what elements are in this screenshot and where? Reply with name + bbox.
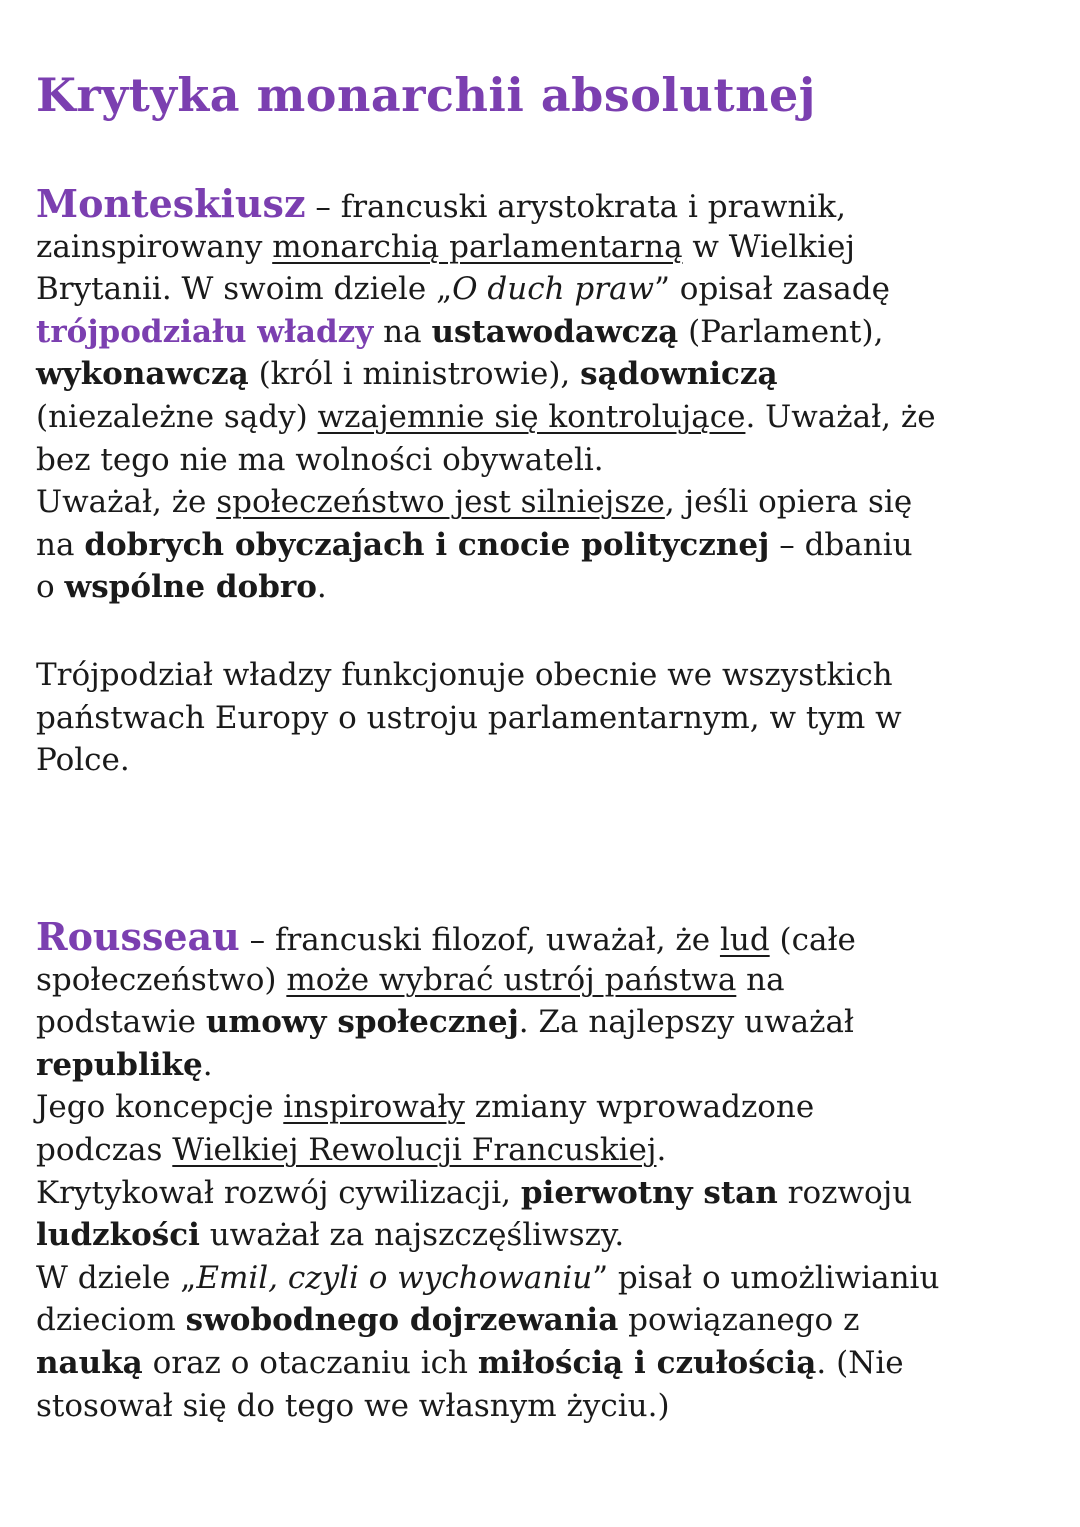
text-run: o — [36, 569, 65, 606]
text-line — [36, 1086, 1056, 1129]
text-line — [36, 1001, 1056, 1044]
text-run: powiązanego z — [618, 1302, 860, 1339]
text-run: swobodnego dojrzewania — [185, 1302, 619, 1339]
text-run: podczas — [36, 1131, 173, 1168]
person-name: Rousseau — [36, 914, 240, 959]
text-run: Uważał, że — [36, 484, 217, 521]
text-line — [36, 1172, 1056, 1215]
text-run: ” pisał o umożliwianiu — [592, 1259, 940, 1296]
text-run: uważał za najszczęśliwszy. — [199, 1217, 625, 1254]
section-trojpodzial-note — [36, 654, 1056, 782]
text-run: . (Nie — [816, 1344, 904, 1381]
text-run: może wybrać ustrój państwa — [286, 961, 737, 998]
text-run: zmiany wprowadzone — [464, 1089, 815, 1126]
text-line — [36, 226, 1056, 269]
section-rousseau — [36, 916, 1056, 1427]
text-run: – francuski arystokrata i prawnik, — [305, 189, 846, 225]
text-run: ludzkości — [36, 1217, 200, 1254]
text-run: Emil, czyli o wychowaniu — [196, 1259, 593, 1296]
text-run: nauką — [36, 1344, 143, 1381]
text-run: (król i ministrowie), — [248, 356, 581, 393]
text-run: (niezależne sądy) — [36, 398, 318, 435]
text-run: podstawie — [36, 1004, 206, 1041]
text-line — [36, 481, 1056, 524]
text-run: . — [656, 1131, 667, 1168]
text-run: ” opisał zasadę — [654, 271, 890, 308]
text-line — [36, 311, 1056, 354]
text-run: dzieciom — [36, 1302, 186, 1339]
text-line — [36, 959, 1056, 1002]
text-run: O duch praw — [452, 271, 655, 308]
text-run: bez tego nie ma wolności obywateli. — [36, 441, 604, 478]
text-line — [36, 439, 1056, 482]
text-run: lud — [719, 922, 770, 958]
text-line — [36, 1044, 1056, 1087]
text-run: wzajemnie się kontrolujące — [317, 398, 746, 435]
text-line — [36, 654, 1056, 697]
text-line — [36, 268, 1056, 311]
text-run: ustawodawczą — [431, 313, 679, 350]
text-run: W dziele „ — [36, 1259, 197, 1296]
text-run: Wielkiej Rewolucji Francuskiej — [172, 1131, 657, 1168]
text-run: stosował się do tego we własnym życiu.) — [36, 1387, 670, 1424]
text-line — [36, 183, 1056, 226]
text-line — [36, 916, 1056, 959]
text-run: (Parlament), — [678, 313, 884, 350]
text-run: wykonawczą — [36, 356, 249, 393]
text-line — [36, 1385, 1056, 1428]
text-run: na — [736, 961, 785, 998]
text-run: republikę — [36, 1046, 203, 1083]
text-line — [36, 697, 1056, 740]
text-line — [36, 1257, 1056, 1300]
text-run: monarchią parlamentarną — [272, 228, 683, 265]
section-monteskiusz — [36, 183, 1056, 609]
text-run: miłością i czułością — [477, 1344, 817, 1381]
text-run: na — [373, 313, 432, 350]
text-line — [36, 566, 1056, 609]
text-run: . — [202, 1046, 213, 1083]
text-run: , jeśli opiera się — [664, 484, 913, 521]
text-run: państwach Europy o ustroju parlamentarnym, w tym w — [36, 699, 902, 736]
text-run: dobrych obyczajach i cnocie politycznej — [84, 526, 770, 563]
text-line — [36, 1342, 1056, 1385]
text-run: trójpodziału władzy — [36, 313, 374, 350]
text-run: na — [36, 526, 85, 563]
text-run: . — [316, 569, 327, 606]
text-run: Trójpodział władzy funkcjonuje obecnie we wszystkich — [36, 657, 893, 693]
text-run: rozwoju — [777, 1174, 913, 1211]
text-line — [36, 353, 1056, 396]
text-run: umowy społecznej — [205, 1004, 519, 1041]
text-run: pierwotny stan — [520, 1174, 778, 1211]
text-line — [36, 739, 1056, 782]
text-run: . Za najlepszy uważał — [518, 1004, 854, 1041]
text-line — [36, 1299, 1056, 1342]
text-line — [36, 1129, 1056, 1172]
page-title: Krytyka monarchii absolutnej — [36, 68, 816, 122]
text-run: inspirowały — [283, 1089, 465, 1126]
text-run: Krytykował rozwój cywilizacji, — [36, 1174, 521, 1211]
text-run: wspólne dobro — [64, 569, 317, 606]
text-run: sądowniczą — [580, 356, 778, 393]
text-run: społeczeństwo) — [36, 961, 287, 998]
text-line — [36, 524, 1056, 567]
text-run: Brytanii. W swoim dziele „ — [36, 271, 453, 308]
text-run: – francuski filozof, uważał, że — [239, 922, 720, 958]
person-name: Monteskiusz — [36, 181, 306, 226]
text-run: w Wielkiej — [682, 228, 855, 265]
text-run: Polce. — [36, 742, 130, 779]
text-run: – dbaniu — [769, 526, 913, 563]
text-run: (całe — [769, 922, 856, 958]
text-run: Jego koncepcje — [36, 1089, 284, 1126]
text-run: oraz o otaczaniu ich — [142, 1344, 478, 1381]
text-line — [36, 396, 1056, 439]
text-run: . Uważał, że — [745, 398, 936, 435]
text-run: zainspirowany — [36, 228, 273, 265]
text-run: społeczeństwo jest silniejsze — [216, 484, 665, 521]
text-line — [36, 1214, 1056, 1257]
